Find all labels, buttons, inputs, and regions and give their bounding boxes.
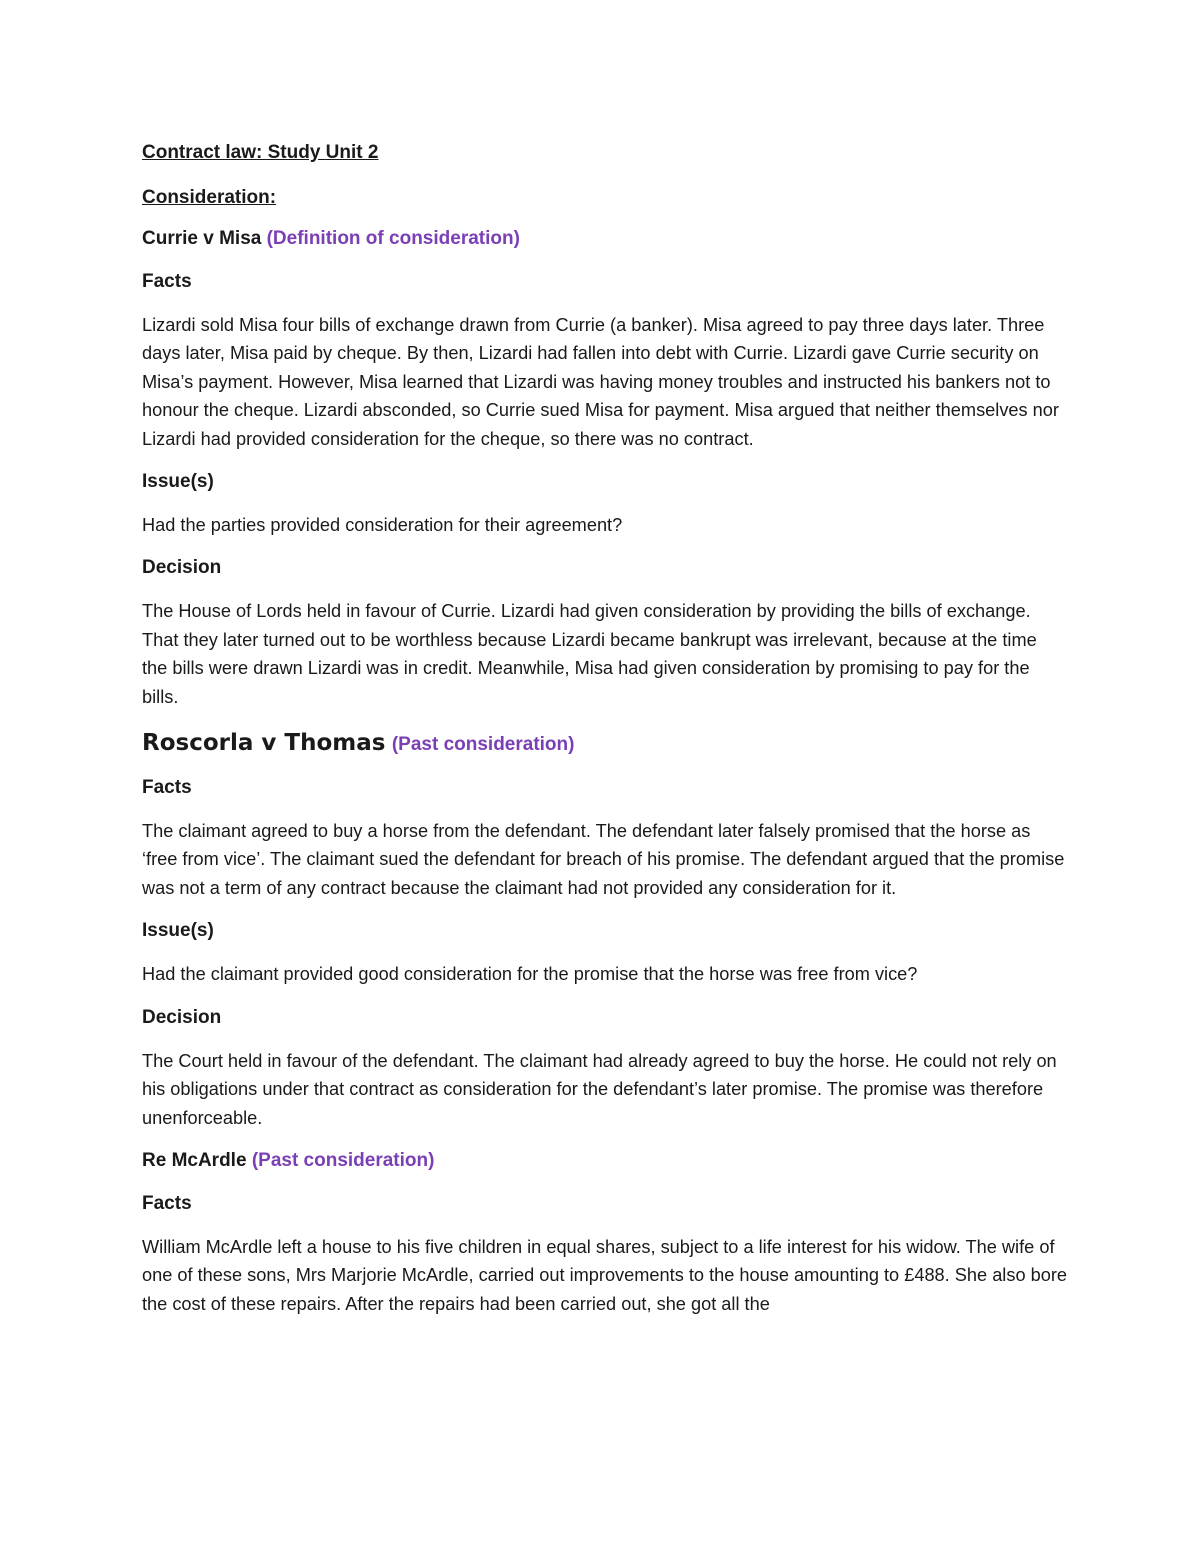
case-heading-re-mcardle <box>142 1148 1067 1174</box>
decision-text: The Court held in favour of the defendant. The claimant had already agreed to buy the horse. He could not rely on his obligations under that contract as consideration for the defendant’s later promise. The promise was therefore unenforceable. <box>142 1050 1057 1128</box>
issues-label: Issue(s) <box>142 920 214 942</box>
decision-label: Decision <box>142 1006 222 1028</box>
facts-text: The claimant agreed to buy a horse from the defendant. The defendant later falsely promised that the horse as ‘free from vice’. The claimant sued the defendant for breach of his promise. The defendant argued that the promise was not a term of any contract because the claimant had not provided any consideration for it. <box>142 821 1065 898</box>
case-tag: (Past consideration) <box>391 734 575 756</box>
case-name: Roscorla v Thomas <box>142 730 386 757</box>
case-tag: (Past consideration) <box>251 1149 435 1171</box>
document-subtitle: Consideration: <box>142 187 277 208</box>
decision-label: Decision <box>142 557 222 579</box>
case-heading-roscorla-v-thomas <box>142 727 1067 760</box>
issues-text: Had the claimant provided good consideration for the promise that the horse was free from vice? <box>142 964 918 985</box>
document-page <box>142 140 1067 1334</box>
facts-label: Facts <box>142 1192 192 1214</box>
document-title: Contract law: Study Unit 2 <box>142 142 379 163</box>
issues-text: Had the parties provided consideration for their agreement? <box>142 515 623 536</box>
facts-label: Facts <box>142 271 192 292</box>
case-tag: (Definition of consideration) <box>266 228 520 249</box>
facts-text: Lizardi sold Misa four bills of exchange drawn from Currie (a banker). Misa agreed to pay three days later. Three days later, Misa paid by cheque. By then, Lizardi had fallen into debt with Currie. Lizardi gave Currie security on Misa’s payment. However, Misa learned that Lizardi was having money troubles and instructed his bankers not to honour the cheque. Lizardi absconded, so Currie sued Misa for payment. Misa argued that neither themselves nor Lizardi had provided consideration for the cheque, so there was no contract. <box>142 315 1059 449</box>
case-heading-currie-v-misa <box>142 226 1067 252</box>
facts-label: Facts <box>142 777 192 799</box>
case-name: Currie v Misa <box>142 228 262 249</box>
issues-label: Issue(s) <box>142 471 214 493</box>
decision-text: The House of Lords held in favour of Currie. Lizardi had given consideration by providing the bills of exchange. That they later turned out to be worthless because Lizardi became bankrupt was irrelevant, because at the time the bills were drawn Lizardi was in credit. Meanwhile, Misa had given consideration by promising to pay for the bills. <box>142 601 1037 707</box>
case-name: Re McArdle <box>142 1149 247 1171</box>
facts-text: William McArdle left a house to his five children in equal shares, subject to a life interest for his widow. The wife of one of these sons, Mrs Marjorie McArdle, carried out improvements to the house amounting to £488. She also bore the cost of these repairs. After the repairs had been carried out, she got all the <box>142 1236 1068 1314</box>
